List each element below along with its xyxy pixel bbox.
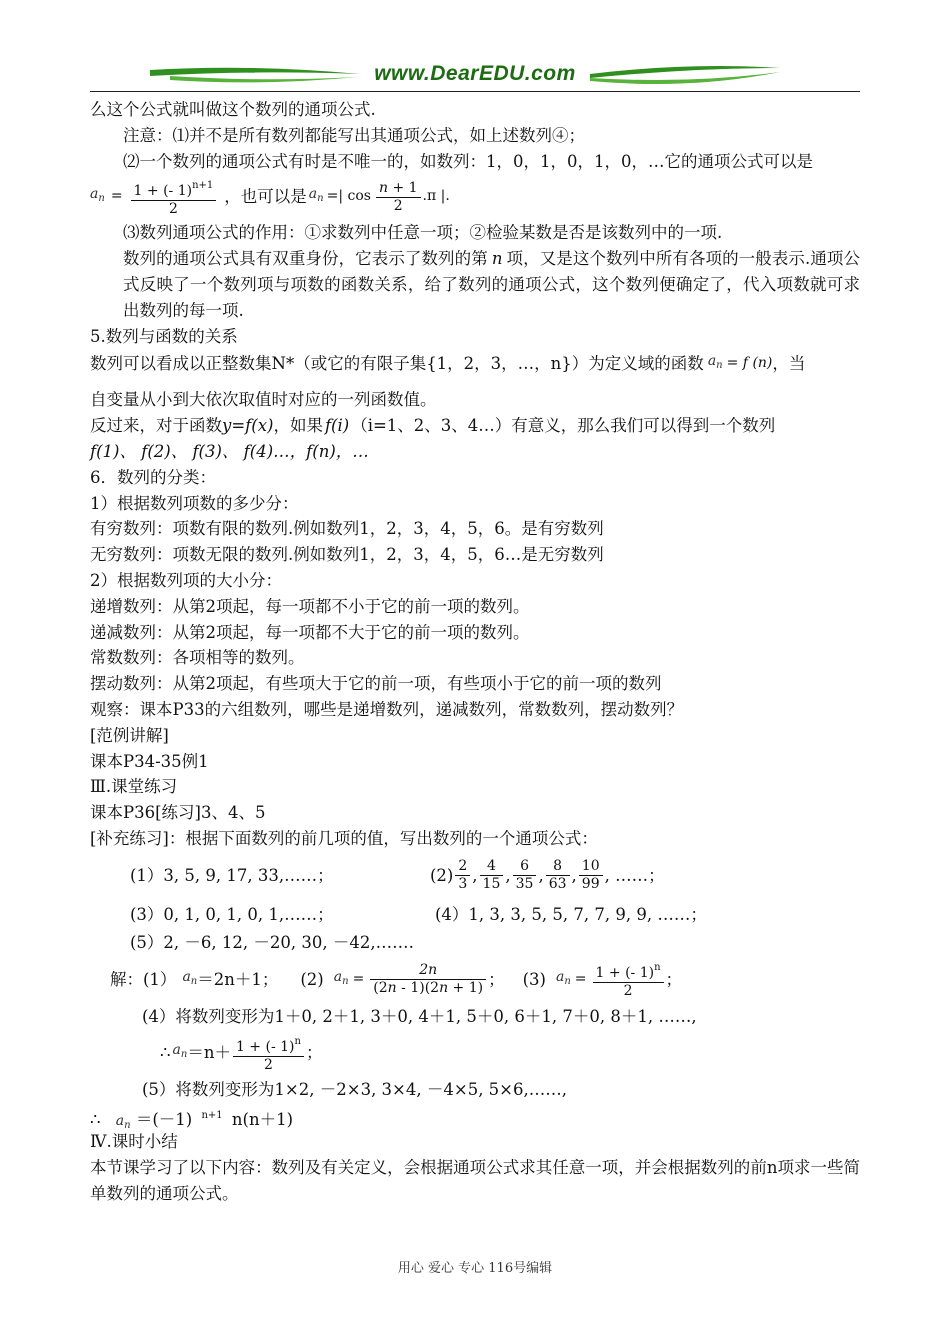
math-fi: f(i) [324,416,350,436]
formula-symbol: $a_n$ [707,353,723,372]
formula-exponent: n+1 [201,1110,223,1122]
formula-fraction: $\frac{2n}{(2n - 1)(2n + 1)}$ [370,962,486,997]
section-heading: Ⅳ.课时小结 [90,1131,178,1151]
text-line: 常数数列：各项相等的数列。 [90,648,305,668]
formula-fraction: $\frac{2}{3}$ [455,858,470,893]
text-line: [补充练习]：根据下面数列的前几项的值，写出数列的一个通项公式： [90,828,598,848]
math-fn: y=f(x) [222,416,274,436]
text-line: 摆动数列：从第2项起，有些项大于它的前一项，有些项小于它的前一项的数列 [90,674,662,694]
text-line: 递增数列：从第2项起，每一项都不小于它的前一项的数列。 [90,596,530,616]
text-span: 项，又是这个数列中所有各项的一般表示.通项公式反映了一个数列项与项数的函数关系，给了数列的通项公式，这个数列便确定了，代入项数就可求出数列的每一项. [123,249,861,320]
text-span: 数列可以看成以正整数集N*（或它的有限子集{1，2，3，…，n}）为定义域的函数 [90,354,704,374]
solution-text: ∴ [160,1043,171,1063]
solution-text: ＝(－1) [135,1110,193,1130]
text-span: ，当 [772,354,806,374]
formula-symbol: $a_n$ [90,186,105,205]
formula-fraction: $\frac{6}{35}$ [513,858,537,893]
text-line: 注意：⑴并不是所有数列都能写出其通项公式，如上述数列④； [123,125,585,145]
text-paragraph [90,246,860,323]
solution-text: ∴ [90,1110,101,1130]
text-span: （i=1、2、3、4…）有意义，那么我们可以得到一个数列 [351,416,776,436]
page-footer: 用心 爱心 专心 116号编辑 [397,1261,553,1276]
formula-line [90,174,860,220]
formula-fraction: $\frac{4}{15}$ [480,858,504,893]
text-line: [范例讲解] [90,725,169,745]
formula-fn: = f (n) [726,355,773,372]
formula-fraction: $\frac{10}{99}$ [579,858,603,893]
solution-text: ＝2n＋1； [197,969,279,989]
formula-pi: .π |. [422,188,450,205]
formula-symbol: $a_n$ [555,968,571,987]
text-line: 2）根据数列项的大小分： [90,570,282,590]
math-n: n [491,249,503,269]
exercise-row: (5）2, －6, 12, －20, 30, －42,……. [130,932,414,952]
exercise-item: (4）1, 3, 3, 5, 5, 7, 7, 9, 9, ……； [435,904,707,924]
text-line: 课本P36[练习]3、4、5 [90,803,266,823]
text-paragraph: 本节课学习了以下内容：数列及有关定义，会根据通项公式求其任意一项，并会根据数列的前n项求一些简单数列的通项公式。 [90,1157,860,1203]
text-span: ，如果 [273,416,323,436]
section-heading: 5.数列与函数的关系 [90,326,238,346]
formula-equals: = [352,970,365,987]
formula-symbol: $a_n$ [172,1042,188,1061]
section-heading: Ⅲ.课堂练习 [90,777,178,797]
text-line [90,413,860,439]
text-line: 观察：课本P33的六组数列，哪些是递增数列，递减数列，常数数列，摆动数列？ [90,699,684,719]
solution-row [90,1103,860,1132]
solution-text: ＝n＋ [187,1043,231,1063]
exercise-item: (2) [430,865,454,885]
text-line: 有穷数列：项数有限的数列.例如数列1，2，3，4，5，6。是有穷数列 [90,519,604,539]
formula-fraction: $\frac{1 + (- 1)^n}{2}$ [233,1033,304,1074]
formula-fraction: $\frac{1 + (- 1)^n}{2}$ [593,959,664,1000]
text-line [90,349,860,379]
text-line: 自变量从小到大依次取值时对应的一列函数值。 [90,390,437,410]
formula-symbol: $a_n$ [182,968,198,987]
formula-fraction: $\frac{8}{63}$ [546,858,570,893]
document-body [90,97,860,1206]
formula-fraction: $\frac{n + 1}{2}$ [376,180,421,215]
formula-symbol: $a_n$ [308,186,324,205]
solution-row: (4）将数列变形为1＋0, 2＋1, 3＋0, 4＋1, 5＋0, 6＋1, 7＋0, 8＋1, ……, [142,1006,697,1026]
text-line: 无穷数列：项数无限的数列.例如数列1，2，3，4，5，6…是无穷数列 [90,545,604,565]
solution-row: ∴ $a_n$ ＝n＋ $\frac{1 + (- 1)^n}{2}$ ； [90,1029,860,1077]
text-span: 数列的通项公式具有双重身份，它表示了数列的第 [123,249,488,269]
exercise-item: (3）0, 1, 0, 1, 0, 1,……； [130,904,334,924]
section-heading: 6．数列的分类： [90,467,216,487]
solution-text: (2) [300,969,324,989]
formula-symbol: $a_n$ [115,1113,131,1132]
text-span: ，也可以是 [224,187,307,207]
solution-row: (5）将数列变形为1×2, －2×3, 3×4, －4×5, 5×6,……, [142,1080,567,1100]
formula-symbol: $a_n$ [333,968,349,987]
text-line: ⑵一个数列的通项公式有时是不唯一的，如数列：1，0，1，0，1，0，…它的通项公式可以是 [123,151,813,171]
header-divider [90,91,860,92]
solution-text: 解：(1） [110,969,177,989]
text-line: 么这个公式就叫做这个数列的通项公式. [90,100,376,119]
formula-fraction: $\frac{1 + (- 1)^{n+1}}{2}$ [131,177,217,218]
formula-equals: = [574,970,587,987]
solution-row: 解：(1） $a_n$ ＝2n＋1； (2) $a_n$ = $\frac{2n}{(2n - 1)(2n + 1)}$ ； (3) $a_n$ = $\frac{1 + (- 1)^n}{2}$ ； [90,956,860,1004]
exercise-row: (1）3, 5, 9, 17, 33,……； (2) $\frac{2}{3}$ , $\frac{4}{15}$ , $\frac{6}{35}$ , $\frac{8}{63}$ , $\frac{10}{99}$ , ……； [130,858,665,893]
text-span: 反过来，对于函数 [90,416,222,436]
solution-text: (3) [522,969,546,989]
exercise-item: (1）3, 5, 9, 17, 33,……； [130,865,334,885]
page-header [90,56,860,96]
text-line: 递减数列：从第2项起，每一项都不大于它的前一项的数列。 [90,622,530,642]
formula-abs: =| cos [326,188,371,205]
site-logo: www.DearEDU.com [374,62,576,85]
text-line: f(1)、 f(2)、 f(3)、 f(4)…，f(n)，… [90,441,369,461]
text-line: 1）根据数列项数的多少分： [90,493,299,513]
text-line: 课本P34-35例1 [90,751,209,771]
solution-text: n(n＋1) [231,1110,294,1130]
formula-equals: = [110,188,123,205]
exercise-row [90,900,860,930]
text-line: ⑶数列通项公式的作用：①求数列中任意一项；②检验某数是否是该数列中的一项. [123,223,723,243]
